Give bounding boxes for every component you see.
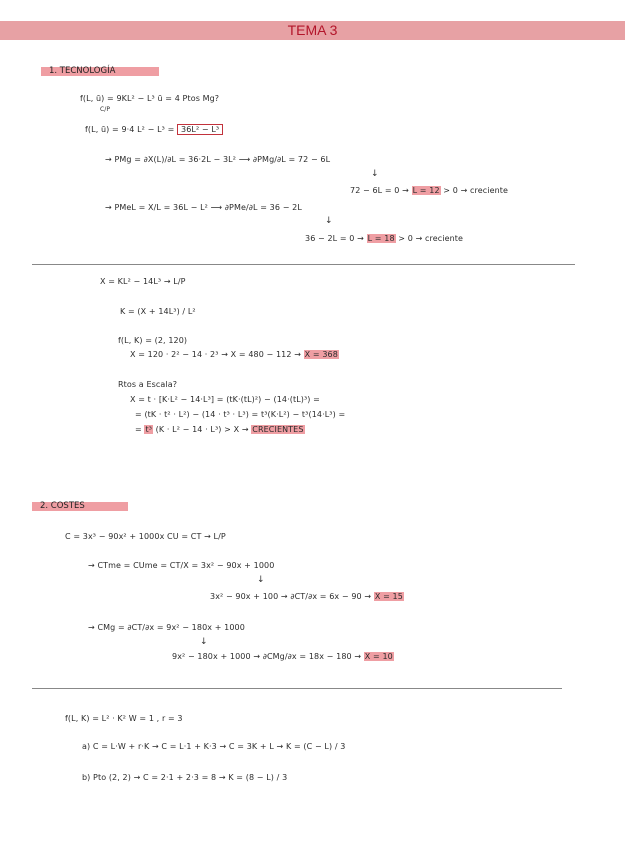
section-heading-tecnologia: 1. TECNOLOGÍA [41,67,159,76]
section-heading-costes: 2. COSTES [32,502,128,511]
fun-highlight-crecientes: CRECIENTES [252,425,304,434]
down-arrow-icon: ↓ [200,637,208,647]
fun-line-3: f(L, K) = (2, 120) [118,336,188,345]
cos-highlight-x10: X = 10 [364,652,393,661]
fun-highlight-t3: t³ [145,425,153,434]
cos-line-1: C = 3x³ − 90x² + 1000x CU = CT → L/P [65,532,226,541]
fun-highlight-x368: X = 368 [304,350,338,359]
cos-line-2: → CTme = CUme = CT/X = 3x² − 90x + 1000 [88,561,275,570]
cos-line-5-text: 9x² − 180x + 1000 → ∂CMg/∂x = 18x − 180 → [172,652,362,661]
cos-line-5 [172,652,394,661]
fun-line-4 [130,350,339,359]
tec-line-1-sub: C/P [100,106,111,113]
tec-highlight-l12: L = 12 [412,186,440,195]
fun-line-5: Rtos a Escala? [118,380,178,389]
cos-line-4: → CMg = ∂CT/∂x = 9x² − 180x + 1000 [88,623,245,632]
fun-line-8 [135,425,305,434]
page-title: TEMA 3 [0,21,625,40]
tec-line-6-tail: > 0 → creciente [398,234,464,243]
tec-line-3: → PMg = ∂X(L)/∂L = 36·2L − 3L² ⟶ ∂PMg/∂L = 72 − 6L [105,155,331,164]
down-arrow-icon: ↓ [325,216,333,226]
divider [32,264,575,265]
tec-line-5: → PMeL = X/L = 36L − L² ⟶ ∂PMe/∂L = 36 − 2L [105,203,302,212]
fun-line-4-text: X = 120 · 2² − 14 · 2³ → X = 480 − 112 → [130,350,301,359]
tec-line-6-text: 36 − 2L = 0 → [305,234,364,243]
cos-line-3-text: 3x² − 90x + 100 → ∂CT/∂x = 6x − 90 → [210,592,372,601]
fun-line-7: = (tK · t² · L²) − (14 · t³ · L³) = t³(K·L²) − t³(14·L³) = [135,410,346,419]
fun-line-8-lead: = [135,425,142,434]
fun-line-6: X = t · [K·L² − 14·L³] = (tK·(tL)²) − (14·(tL)³) = [130,395,320,404]
tec-line-2 [85,125,223,134]
tec-line-4 [350,186,508,195]
fun-line-8-text: (K · L² − 14 · L³) > X → [155,425,249,434]
tec-line-4-text: 72 − 6L = 0 → [350,186,409,195]
eje-line-2: a) C = L·W + r·K → C = L·1 + K·3 → C = 3K + L → K = (C − L) / 3 [82,742,346,751]
tec-line-1: f(L, ū) = 9KL² − L³ ū = 4 Ptos Mg? [80,94,220,103]
tec-line-2-text: f(L, ū) = 9·4 L² − L³ = [85,125,175,134]
tec-line-6 [305,234,463,243]
fun-line-2: K = (X + 14L³) / L² [120,307,196,316]
tec-line-4-tail: > 0 → creciente [443,186,509,195]
cos-highlight-x15: X = 15 [374,592,403,601]
tec-boxed-result: 36L² − L³ [177,124,223,135]
tec-highlight-l18: L = 18 [367,234,395,243]
cos-line-3 [210,592,404,601]
down-arrow-icon: ↓ [371,169,379,179]
eje-line-1: f(L, K) = L² · K² W = 1 , r = 3 [65,714,183,723]
eje-line-3: b) Pto (2, 2) → C = 2·1 + 2·3 = 8 → K = (8 − L) / 3 [82,773,288,782]
fun-line-1: X = KL² − 14L³ → L/P [100,277,186,286]
divider [32,688,562,689]
down-arrow-icon: ↓ [257,575,265,585]
